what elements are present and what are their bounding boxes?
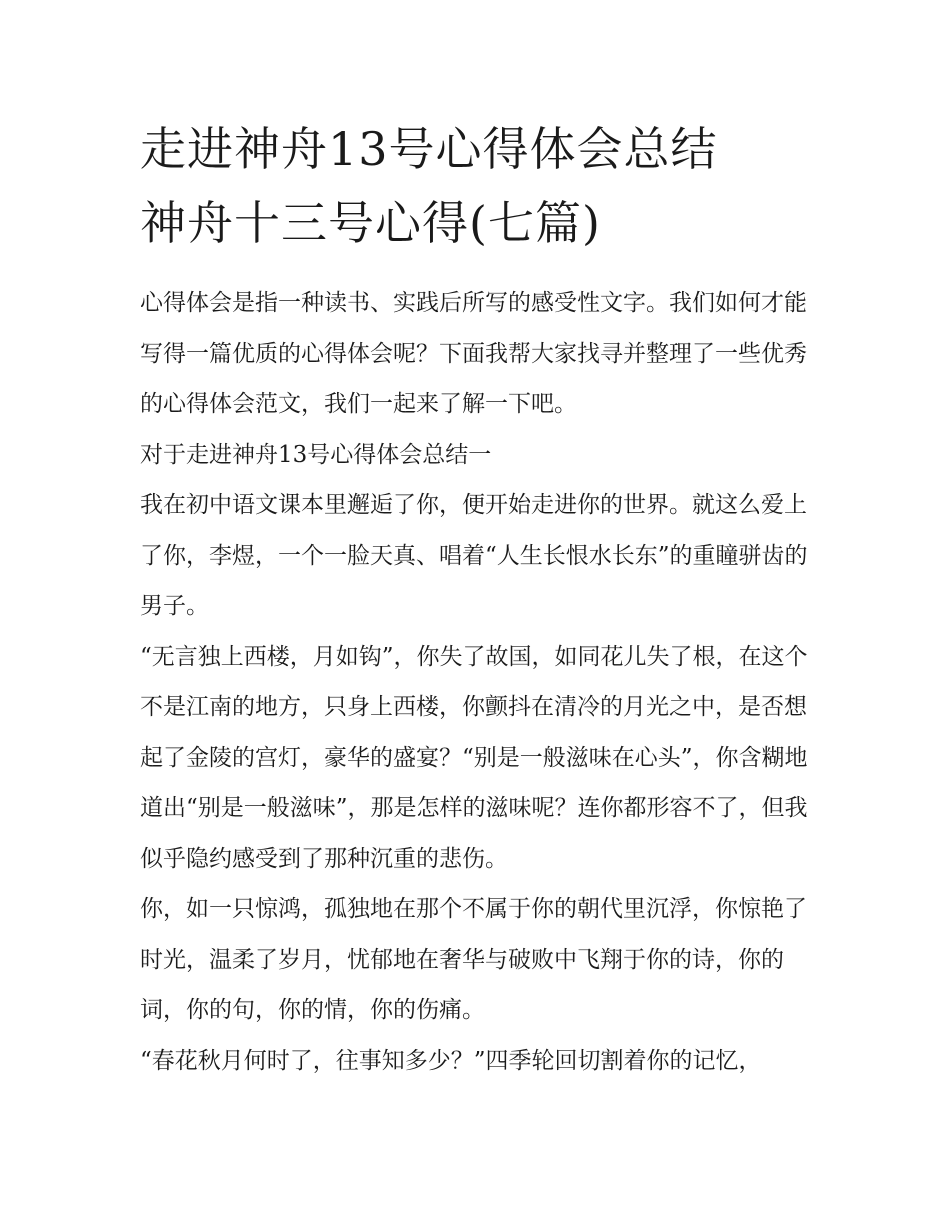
title-line-2: 神舟十三号心得(七篇) — [140, 196, 601, 250]
document-body — [140, 278, 820, 1086]
paragraph: “春花秋月何时了，往事知多少？”四季轮回切割着你的记忆， — [140, 1047, 762, 1074]
paragraph: 我在初中语文课本里邂逅了你，便开始走进你的世界。就这么爱上了你，李煜，一个一脸天真、唱着“人生长恨水长东”的重瞳骈齿的男子。 — [140, 492, 808, 619]
paragraph: “无言独上西楼，月如钩”，你失了故国，如同花儿失了根，在这个不是江南的地方，只身上西楼，你颤抖在清冷的月光之中，是否想起了金陵的宫灯，豪华的盛宴？“别是一般滋味在心头”，你含糊地道出“别是一般滋味”，那是怎样的滋味呢？连你都形容不了，但我似乎隐约感受到了那种沉重的悲伤。 — [140, 643, 808, 872]
document-title — [140, 112, 820, 260]
paragraph-intro: 心得体会是指一种读书、实践后所写的感受性文字。我们如何才能写得一篇优质的心得体会呢？下面我帮大家找寻并整理了一些优秀的心得体会范文，我们一起来了解一下吧。 — [140, 290, 807, 417]
paragraph: 你，如一只惊鸿，孤独地在那个不属于你的朝代里沉浮，你惊艳了时光，温柔了岁月，忧郁地在奢华与破败中飞翔于你的诗，你的词，你的句，你的情，你的伤痛。 — [140, 896, 807, 1023]
title-line-1: 走进神舟13号心得体会总结 — [140, 122, 718, 176]
section-heading: 对于走进神舟13号心得体会总结一 — [140, 441, 492, 468]
document-page — [140, 112, 820, 1086]
